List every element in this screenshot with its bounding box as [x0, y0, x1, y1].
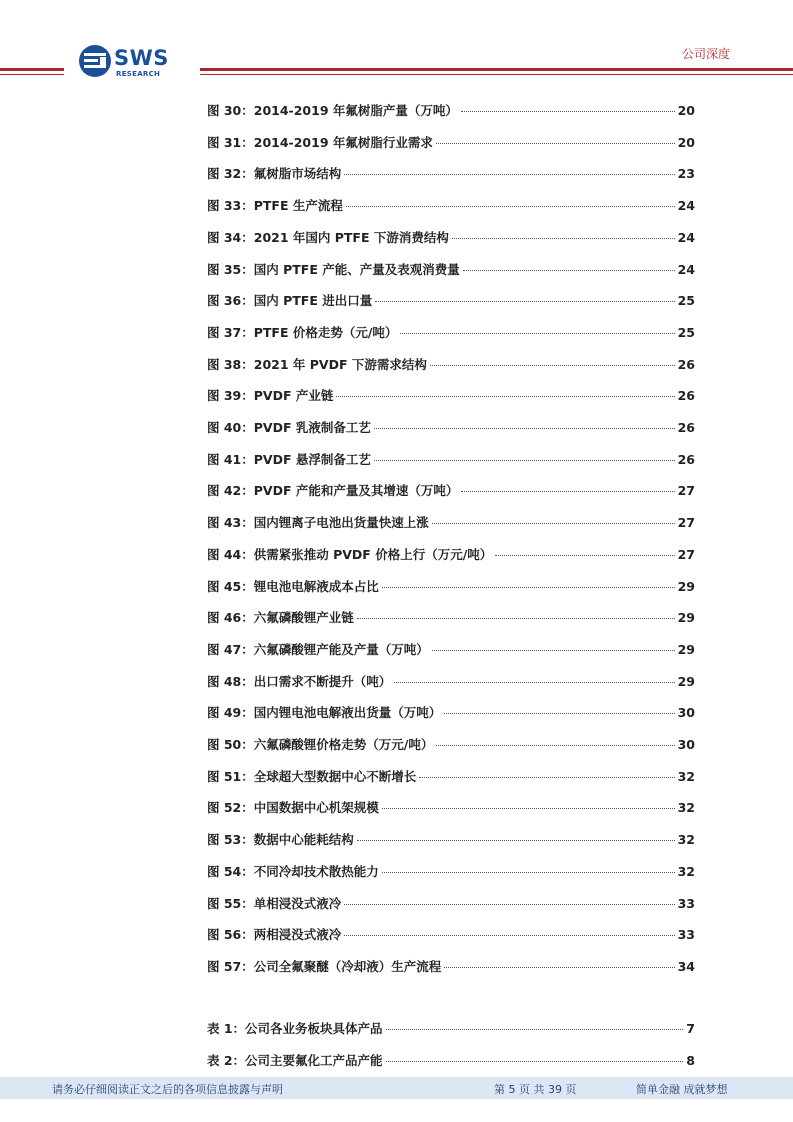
toc-figure-entry[interactable] [207, 133, 695, 153]
toc-entry-label: 图 30：2014-2019 年氟树脂产量（万吨） [207, 103, 458, 118]
toc-leader-dots [344, 935, 674, 936]
sws-logo [78, 44, 188, 82]
toc-page-number: 30 [677, 737, 695, 752]
toc-figure-entry[interactable] [207, 767, 695, 787]
toc-leader-dots [382, 872, 675, 873]
page-footer [0, 1077, 793, 1099]
toc-figure-entry[interactable] [207, 957, 695, 977]
page-header [0, 0, 793, 90]
toc-leader-dots [357, 618, 675, 619]
toc-page-number: 8 [686, 1052, 695, 1068]
toc-entry-label: 图 34：2021 年国内 PTFE 下游消费结构 [207, 229, 449, 245]
toc-leader-dots [374, 460, 675, 461]
toc-page-number: 24 [677, 198, 695, 214]
footer-page-info: 第 5 页 共 39 页 [494, 1083, 577, 1096]
toc-page-number: 32 [677, 768, 695, 784]
toc-page-number: 29 [677, 578, 695, 594]
toc-leader-dots [382, 808, 675, 809]
toc-table-entry[interactable] [207, 1051, 695, 1071]
toc-page-number: 34 [677, 958, 695, 974]
toc-entry-label: 图 52：中国数据中心机架规模 [207, 800, 379, 816]
toc-page-number: 27 [677, 483, 695, 499]
toc-leader-dots [461, 491, 674, 492]
toc-entry-label: 图 45：锂电池电解液成本占比 [207, 578, 379, 594]
logo-mark-icon [78, 44, 112, 78]
toc-leader-dots [400, 333, 674, 334]
header-rule-left [0, 68, 64, 71]
toc-entry-label: 图 50：六氟磷酸锂价格走势（万元/吨） [207, 737, 434, 752]
toc-leader-dots [382, 587, 675, 588]
toc-figure-entry[interactable] [207, 672, 695, 692]
toc-page-number: 27 [677, 515, 695, 531]
toc-page-number: 23 [677, 166, 695, 182]
toc-entry-label: 图 43：国内锂离子电池出货量快速上涨 [207, 515, 429, 531]
toc-figure-entry[interactable] [207, 798, 695, 818]
toc-figure-entry[interactable] [207, 577, 695, 597]
toc-leader-dots [386, 1029, 684, 1030]
toc-page-number: 20 [677, 134, 695, 150]
toc-entry-label: 表 1：公司各业务板块具体产品 [207, 1021, 383, 1036]
toc-entry-label: 表 2：公司主要氟化工产品产能 [207, 1052, 383, 1068]
toc-figure-entry[interactable] [207, 196, 695, 216]
toc-leader-dots [374, 428, 675, 429]
toc-entry-label: 图 47：六氟磷酸锂产能及产量（万吨） [207, 641, 429, 657]
toc-entry-label: 图 40：PVDF 乳液制备工艺 [207, 420, 371, 435]
toc-page-number: 26 [677, 356, 695, 372]
toc-entry-label: 图 37：PTFE 价格走势（元/吨） [207, 324, 398, 340]
toc-leader-dots [461, 111, 675, 112]
toc-figure-entry[interactable] [207, 830, 695, 850]
toc-entry-label: 图 54：不同冷却技术散热能力 [207, 863, 379, 879]
toc-leader-dots [436, 143, 675, 144]
toc-page-number: 27 [677, 546, 695, 562]
toc-figure-entry[interactable] [207, 925, 695, 945]
logo-subtext: RESEARCH [116, 70, 161, 78]
header-rule-left-thin [0, 74, 64, 75]
toc-page-number: 29 [677, 610, 695, 626]
toc-page-number: 26 [677, 420, 695, 435]
toc-figure-entry[interactable] [207, 164, 695, 184]
toc-figure-entry[interactable] [207, 450, 695, 470]
toc-entry-label: 图 48：出口需求不断提升（吨） [207, 673, 392, 689]
toc-leader-dots [344, 904, 674, 905]
toc-page-number: 33 [677, 927, 695, 943]
toc-figure-entry[interactable] [207, 228, 695, 248]
toc-figure-entry[interactable] [207, 513, 695, 533]
toc-figure-entry[interactable] [207, 355, 695, 375]
toc-page-number: 32 [677, 863, 695, 879]
toc-entry-label: 图 39：PVDF 产业链 [207, 388, 334, 404]
footer-disclaimer: 请务必仔细阅读正文之后的各项信息披露与声明 [52, 1083, 283, 1096]
report-category: 公司深度 [681, 47, 730, 61]
toc-entry-label: 图 38：2021 年 PVDF 下游需求结构 [207, 356, 427, 372]
toc-leader-dots [444, 713, 674, 714]
toc-figure-entry[interactable] [207, 862, 695, 882]
toc-figure-entry[interactable] [207, 640, 695, 660]
toc-figure-entry[interactable] [207, 260, 695, 280]
toc-page-number: 25 [677, 293, 695, 309]
toc-entry-label: 图 42：PVDF 产能和产量及其增速（万吨） [207, 483, 459, 499]
toc-page-number: 20 [677, 103, 695, 118]
toc-figure-entry[interactable] [207, 418, 695, 438]
toc-figure-entry[interactable] [207, 481, 695, 501]
toc-page-number: 30 [677, 705, 695, 721]
toc-leader-dots [386, 1061, 684, 1062]
toc-entry-label: 图 36：国内 PTFE 进出口量 [207, 293, 373, 309]
toc-page-number: 26 [677, 451, 695, 467]
toc-entry-label: 图 56：两相浸没式液冷 [207, 927, 342, 943]
footer-slogan: 简单金融 成就梦想 [636, 1083, 728, 1096]
toc-entry-label: 图 44：供需紧张推动 PVDF 价格上行（万元/吨） [207, 546, 493, 562]
toc-entry-label: 图 51：全球超大型数据中心不断增长 [207, 768, 417, 784]
toc-page-number: 26 [677, 388, 695, 404]
toc-figure-entry[interactable] [207, 545, 695, 565]
toc-leader-dots [346, 206, 675, 207]
toc-leader-dots [432, 650, 675, 651]
toc-leader-dots [336, 396, 674, 397]
toc-figure-entry[interactable] [207, 323, 695, 343]
toc-page-number: 7 [686, 1021, 695, 1036]
toc-page-number: 24 [677, 261, 695, 277]
header-rule-right [200, 68, 793, 71]
toc-figure-entry[interactable] [207, 703, 695, 723]
toc-leader-dots [357, 840, 675, 841]
toc-leader-dots [432, 523, 675, 524]
toc-page-number: 29 [677, 641, 695, 657]
toc-figure-entry[interactable] [207, 291, 695, 311]
toc-table-entry[interactable] [207, 1019, 695, 1039]
toc-entry-label: 图 31：2014-2019 年氟树脂行业需求 [207, 134, 433, 150]
toc-leader-dots [463, 270, 675, 271]
toc-entry-label: 图 53：数据中心能耗结构 [207, 832, 354, 848]
toc-page-number: 32 [677, 832, 695, 848]
toc-leader-dots [430, 365, 675, 366]
toc-entry-label: 图 46：六氟磷酸锂产业链 [207, 610, 354, 626]
toc-leader-dots [375, 301, 674, 302]
toc-figure-entry[interactable] [207, 735, 695, 755]
toc-leader-dots [394, 682, 674, 683]
toc-figure-entry[interactable] [207, 608, 695, 628]
header-rule-right-thin [200, 74, 793, 75]
toc-entry-label: 图 55：单相浸没式液冷 [207, 895, 342, 911]
toc-figure-entry[interactable] [207, 386, 695, 406]
toc-page-number: 33 [677, 895, 695, 911]
toc-leader-dots [419, 777, 674, 778]
toc-figure-entry[interactable] [207, 101, 695, 121]
logo-text: SWS [114, 46, 169, 70]
toc-leader-dots [452, 238, 675, 239]
toc-entry-label: 图 32：氟树脂市场结构 [207, 166, 342, 182]
toc-page-number: 32 [677, 800, 695, 816]
toc-page-number: 25 [677, 324, 695, 340]
toc-entry-label: 图 41：PVDF 悬浮制备工艺 [207, 451, 371, 467]
toc-entry-label: 图 57：公司全氟聚醚（冷却液）生产流程 [207, 958, 442, 974]
toc-entry-label: 图 33：PTFE 生产流程 [207, 198, 343, 214]
toc-page-number: 29 [677, 673, 695, 689]
toc-page-number: 24 [677, 229, 695, 245]
toc-leader-dots [495, 555, 674, 556]
toc-entry-label: 图 35：国内 PTFE 产能、产量及表观消费量 [207, 261, 460, 277]
toc-leader-dots [444, 967, 674, 968]
toc-leader-dots [344, 174, 674, 175]
toc-figure-entry[interactable] [207, 894, 695, 914]
toc-entry-label: 图 49：国内锂电池电解液出货量（万吨） [207, 705, 442, 721]
toc-leader-dots [436, 745, 674, 746]
